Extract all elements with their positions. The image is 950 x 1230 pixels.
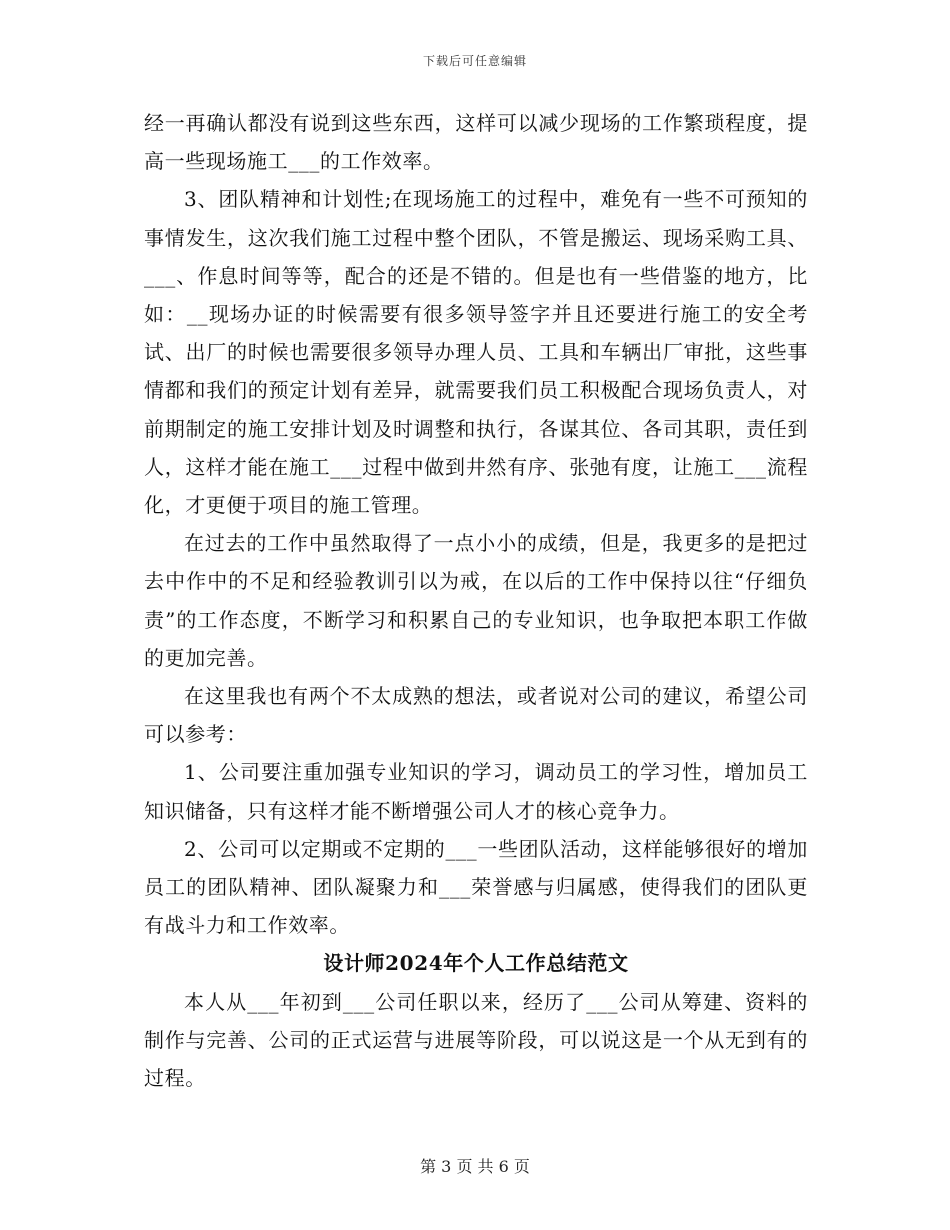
document-body (144, 104, 808, 1097)
paragraph-suggestion-2: 2、公司可以定期或不定期的___一些团队活动，这样能够很好的增加员工的团队精神、团队凝聚力和___荣誉感与归属感，使得我们的团队更有战斗力和工作效率。 (144, 836, 808, 938)
section-title: 设计师2024年个人工作总结范文 (323, 951, 629, 976)
paragraph-suggestion-1: 1、公司要注重加强专业知识的学习，调动员工的学习性，增加员工知识储备，只有这样才能不断增强公司人才的核心竞争力。 (144, 760, 808, 823)
paragraph-intro: 本人从___年初到___公司任职以来，经历了___公司从筹建、资料的制作与完善、公司的正式运营与进展等阶段，可以说这是一个从无到有的过程。 (144, 989, 808, 1091)
paragraph-past-work: 在过去的工作中虽然取得了一点小小的成绩，但是，我更多的是把过去中作中的不足和经验教训引以为戒，在以后的工作中保持以往“仔细负责”的工作态度，不断学习和积累自己的专业知识，也争取把本职工作做的更加完善。 (144, 531, 808, 670)
paragraph-teamwork: 3、团队精神和计划性;在现场施工的过程中，难免有一些不可预知的事情发生，这次我们施工过程中整个团队，不管是搬运、现场采购工具、___、作息时间等等，配合的还是不错的。但是也有一些借鉴的地方，比如：__现场办证的时候需要有很多领导签字并且还要进行施工的安全考试、出厂的时候也需要很多领导办理人员、工具和车辆出厂审批，这些事情都和我们的预定计划有差异，就需要我们员工积极配合现场负责人，对前期制定的施工安排计划及时调整和执行，各谋其位、各司其职，责任到人，这样才能在施工___过程中做到井然有序、张弛有度，让施工___流程化，才更便于项目的施工管理。 (144, 187, 808, 518)
paragraph-suggestions-intro: 在这里我也有两个不太成熟的想法，或者说对公司的建议，希望公司可以参考： (144, 684, 808, 747)
paragraph-continued: 经一再确认都没有说到这些东西，这样可以减少现场的工作繁琐程度，提高一些现场施工___的工作效率。 (144, 111, 808, 174)
page-header: 下载后可任意编辑 (422, 54, 527, 68)
page-number: 第 3 页 共 6 页 (420, 1157, 530, 1176)
